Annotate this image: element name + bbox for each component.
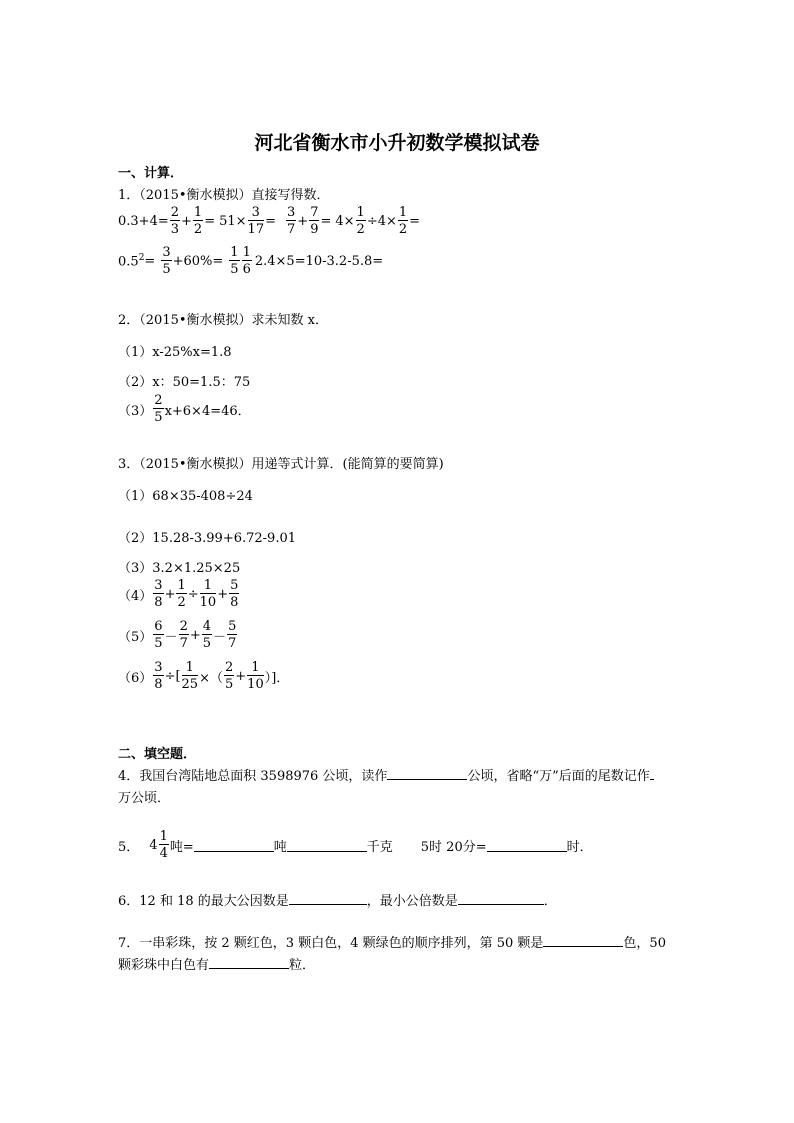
numerator: 3 xyxy=(248,206,265,221)
answer-blank[interactable] xyxy=(458,892,544,905)
q1-r2-a xyxy=(118,253,144,269)
denominator: 3 xyxy=(170,222,180,237)
operator: ）]． xyxy=(264,670,290,686)
q1-r2-c: 2.4×5=10-3.2-5.8= xyxy=(254,253,384,269)
operator: + xyxy=(217,586,229,602)
fraction xyxy=(193,206,203,236)
exponent: 2 xyxy=(138,252,145,263)
item-label: （6） xyxy=(118,670,153,686)
q4-line1 xyxy=(118,765,654,784)
q1-stem: 1．（2015•衡水模拟）直接写得数． xyxy=(118,188,330,203)
operator: ÷[ xyxy=(164,668,181,684)
fraction xyxy=(227,620,237,650)
q2-item-3 xyxy=(118,394,251,424)
operator: + xyxy=(164,586,176,602)
denominator: 5 xyxy=(162,262,171,277)
q6-text-c: ． xyxy=(543,894,557,909)
numerator: 2 xyxy=(224,660,234,675)
q5-text-d: 5时 20分= xyxy=(420,839,487,855)
q5-label: 5． xyxy=(118,839,140,855)
fraction xyxy=(242,246,252,276)
answer-blank[interactable] xyxy=(387,767,467,780)
q3-item-4 xyxy=(118,579,240,609)
q6-line xyxy=(118,890,557,909)
denominator: 6 xyxy=(242,262,251,277)
denominator: 5 xyxy=(230,262,239,277)
answer-blank[interactable] xyxy=(543,934,623,947)
q7-text-b: 色，50 xyxy=(623,936,666,951)
fraction xyxy=(200,579,217,609)
fraction xyxy=(153,579,163,609)
numerator: 1 xyxy=(242,245,251,260)
page-title: 河北省衡水市小升初数学模拟试卷 xyxy=(254,132,540,154)
fraction xyxy=(229,579,239,609)
q2-stem: 2．（2015•衡水模拟）求未知数 x． xyxy=(118,313,328,328)
expression: x+6×4=46． xyxy=(164,403,251,419)
operator: = xyxy=(144,253,156,269)
denominator: 8 xyxy=(154,595,163,610)
operator: + xyxy=(235,668,247,684)
fraction xyxy=(224,661,234,691)
denominator: 7 xyxy=(287,222,296,237)
q7-text-a: 7．一串彩珠，按 2 颗红色，3 颗白色，4 颗绿色的顺序排列，第 50 颗是 xyxy=(118,936,544,951)
fraction xyxy=(182,661,199,691)
operator: + xyxy=(189,627,201,643)
q5-text-b: 吨 xyxy=(273,839,287,855)
denominator: 10 xyxy=(247,677,264,692)
q1-r1-b: 51× xyxy=(219,213,247,229)
numerator: 2 xyxy=(170,205,180,220)
numerator: 2 xyxy=(154,393,163,408)
numerator: 3 xyxy=(162,245,171,260)
numerator: 1 xyxy=(200,579,217,594)
numerator: 7 xyxy=(310,205,319,220)
denominator: 5 xyxy=(224,677,234,692)
q5-line xyxy=(118,830,593,860)
section-heading-fill-in: 二、填空题． xyxy=(118,747,197,762)
denominator: 9 xyxy=(310,222,319,237)
q1-r1-a: 0.3+4= xyxy=(118,213,169,229)
denominator: 7 xyxy=(228,636,237,651)
denominator: 5 xyxy=(202,636,212,651)
fraction xyxy=(179,620,189,650)
q6-text-a: 6．12 和 18 的最大公因数是 xyxy=(118,894,289,909)
item-label: （5） xyxy=(118,629,153,645)
fraction xyxy=(159,830,169,860)
q4-text-a: 4．我国台湾陆地总面积 3598976 公顷，读作 xyxy=(118,769,388,784)
numerator: 1 xyxy=(398,205,408,220)
fraction xyxy=(153,661,163,691)
section-heading-calculation: 一、计算． xyxy=(118,166,184,181)
q1-row1 xyxy=(118,206,420,236)
denominator: 17 xyxy=(247,222,265,237)
q1-row2 xyxy=(118,246,383,276)
q7-line1 xyxy=(118,932,666,951)
q3-item-5 xyxy=(118,620,238,650)
base: 0.5 xyxy=(118,254,139,270)
q4-line2: 万公顷． xyxy=(118,791,171,806)
operator: ÷ xyxy=(187,586,199,602)
q3-item-3: （3）3.2×1.25×25 xyxy=(118,561,241,576)
answer-blank[interactable] xyxy=(650,767,654,780)
q7-line2 xyxy=(118,954,315,973)
numerator: 1 xyxy=(182,661,199,676)
numerator: 3 xyxy=(154,660,163,675)
fraction xyxy=(176,579,186,609)
denominator: 2 xyxy=(398,222,408,237)
q7-text-d: 粒． xyxy=(289,958,316,973)
q5-text-a: 吨= xyxy=(169,839,194,855)
denominator: 7 xyxy=(179,636,188,651)
numerator: 3 xyxy=(287,205,296,220)
fraction xyxy=(356,206,366,236)
fraction xyxy=(247,661,264,691)
mixed-whole: 4 xyxy=(149,837,158,853)
operator: + xyxy=(297,213,309,229)
q3-item-2: （2）15.28-3.99+6.72-9.01 xyxy=(118,531,297,546)
denominator: 10 xyxy=(199,595,217,610)
denominator: 2 xyxy=(193,222,203,237)
q3-item-6 xyxy=(118,661,289,691)
fraction xyxy=(309,206,319,236)
numerator: 4 xyxy=(202,619,212,634)
numerator: 3 xyxy=(154,578,163,593)
fraction xyxy=(229,246,239,276)
q7-text-c: 颗彩珠中白色有 xyxy=(118,958,210,973)
fraction xyxy=(248,206,265,236)
operator: = xyxy=(204,213,216,229)
answer-blank[interactable] xyxy=(287,839,367,852)
numerator: 1 xyxy=(193,205,203,220)
operator: ×（ xyxy=(199,670,223,686)
answer-blank[interactable] xyxy=(209,956,289,969)
numerator: 1 xyxy=(230,245,239,260)
q1-r2-b: +60%= xyxy=(172,253,224,269)
denominator: 25 xyxy=(181,677,199,692)
operator: = xyxy=(320,213,332,229)
denominator: 5 xyxy=(154,410,163,425)
q3-item-1: （1）68×35-408÷24 xyxy=(118,489,253,504)
denominator: 8 xyxy=(154,677,163,692)
q2-item-1: （1）x-25%x=1.8 xyxy=(118,345,232,360)
fraction xyxy=(153,394,163,424)
numerator: 5 xyxy=(228,619,237,634)
numerator: 1 xyxy=(356,205,365,220)
numerator: 1 xyxy=(247,661,264,676)
denominator: 2 xyxy=(177,595,186,610)
denominator: 2 xyxy=(356,222,365,237)
numerator: 1 xyxy=(177,578,186,593)
answer-blank[interactable] xyxy=(194,839,274,852)
q1-r1-d: ÷4× xyxy=(366,213,397,229)
q5-text-c: 千克 xyxy=(366,839,393,855)
numerator: 1 xyxy=(159,829,168,844)
fraction xyxy=(398,206,408,236)
fraction xyxy=(170,206,180,236)
q5-text-e: 时． xyxy=(566,839,593,855)
denominator: 8 xyxy=(230,595,239,610)
operator: = xyxy=(409,213,421,229)
answer-blank[interactable] xyxy=(289,892,367,905)
denominator: 5 xyxy=(154,636,163,651)
q6-text-b: ，最小公倍数是 xyxy=(366,894,458,909)
q2-item-2: （2）x：50=1.5：75 xyxy=(118,375,251,390)
item-label: （3） xyxy=(118,403,153,419)
q3-stem: 3．（2015•衡水模拟）用递等式计算．(能简算的要简算) xyxy=(118,457,444,472)
numerator: 6 xyxy=(154,619,163,634)
numerator: 2 xyxy=(179,619,188,634)
operator: + xyxy=(181,213,192,229)
fraction xyxy=(202,620,212,650)
denominator: 4 xyxy=(159,846,168,861)
operator: = xyxy=(265,213,276,229)
item-label: （4） xyxy=(118,588,153,604)
q4-text-b: 公顷，省略“万”后面的尾数记作 xyxy=(467,769,650,784)
answer-blank[interactable] xyxy=(487,839,567,852)
operator: － xyxy=(164,629,178,645)
numerator: 5 xyxy=(230,578,239,593)
operator: － xyxy=(213,629,227,645)
fraction xyxy=(153,620,163,650)
fraction xyxy=(161,246,171,276)
fraction xyxy=(286,206,296,236)
q1-r1-c: 4× xyxy=(335,213,355,229)
